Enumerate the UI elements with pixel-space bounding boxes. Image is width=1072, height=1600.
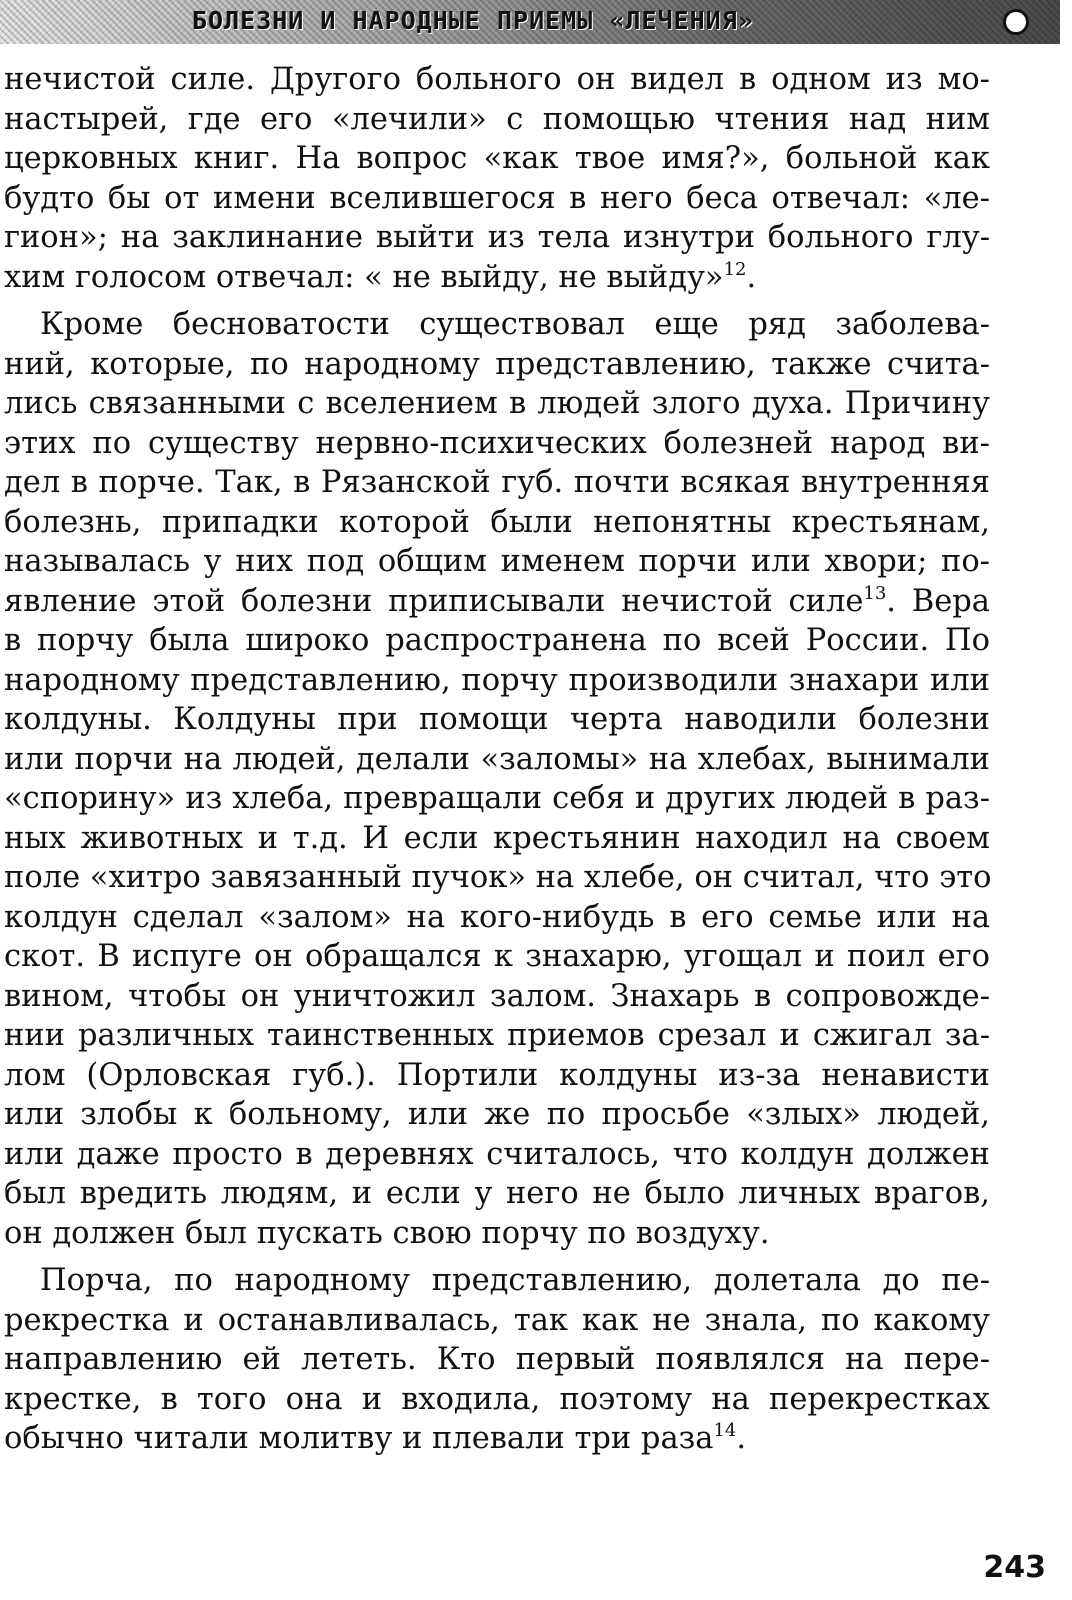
text-line [4,582,990,622]
text-line: церковных книг. На вопрос «как твое имя?», больной как [4,141,990,176]
text-line: вином, чтобы он уничтожил залом. Знахарь в сопровожде- [4,978,990,1014]
text-line: Порча, по народному представлению, долетала до пе- [40,1263,990,1298]
running-header [0,0,1060,44]
text-line-content: явление этой болезни приписывали нечистой силе [4,583,864,619]
line-end-punctuation: . [746,259,757,295]
running-header-title: БОЛЕЗНИ И НАРОДНЫЕ ПРИЕМЫ «ЛЕЧЕНИЯ» [192,6,754,35]
text-line: лись связанными с вселением в людей злого духа. Причину [4,386,990,421]
text-line: нечистой силе. Другого больного он видел в одном из мо- [4,62,990,97]
text-line: рекрестка и останавливалась, так как не знала, по какому [4,1302,990,1338]
text-line-content: обычно читали молитву и плевали три раза [4,1421,714,1456]
text-line: болезнь, припадки которой были непонятны крестьянам, [4,504,990,540]
text-line: нии различных таинственных приемов срезал и сжигал за- [4,1018,990,1053]
text-line [4,1419,990,1459]
text-line: Кроме бесноватости существовал еще ряд заболева- [40,307,990,342]
body-text [4,60,990,1459]
page-number: 243 [983,1550,1046,1585]
text-line: колдун сделал «залом» на кого-нибудь в его семье или на [4,899,990,935]
text-line: «спорину» из хлеба, превращали себя и других людей в раз- [4,781,990,816]
text-line: дел в порче. Так, в Рязанской губ. почти всякая внутренняя [4,465,990,500]
text-line-content: хим голосом отвечал: « не выйду, не выйду» [4,259,724,295]
text-line: этих по существу нервно-психических болезней народ ви- [4,425,990,461]
text-line: будто бы от имени вселившегося в него беса отвечал: «ле- [4,180,990,216]
text-line: скот. В испуге он обращался к знахарю, угощал и поил его [4,939,990,974]
text-line: настырей, где его «лечили» с помощью чтения над ним [4,101,990,137]
footnote-marker: 12 [723,258,747,280]
footnote-marker: 14 [713,1420,737,1441]
text-line: колдуны. Колдуны при помощи черта наводили болезни [4,702,990,737]
paragraph-3 [4,1261,990,1459]
text-line: называлась у них под общим именем порчи или хвори; по- [4,544,990,579]
text-line: он должен был пускать свою порчу по воздуху. [4,1215,770,1251]
text-line: был вредить людям, и если у него не было личных врагов, [4,1176,990,1211]
line-end-punctuation: . [736,1421,747,1456]
text-line: крестке, в того она и входила, поэтому на перекрестках [4,1381,990,1417]
paragraph-2 [4,305,990,1253]
text-line: народному представлению, порчу производили знахари или [4,662,990,698]
text-line: лом (Орловская губ.). Портили колдуны из-за ненависти [4,1057,990,1093]
paragraph-1 [4,60,990,297]
text-line: или злобы к больному, или же по просьбе «злых» людей, [4,1097,990,1132]
header-circle-icon [1003,9,1029,35]
text-line: направлению ей лететь. Кто первый появлялся на пере- [4,1342,990,1377]
text-line: поле «хитро завязанный пучок» на хлебе, он считал, что это [4,860,992,895]
text-line: в порчу была широко распространена по всей России. По [4,623,990,658]
text-line: ных животных и т.д. И если крестьянин находил на своем [4,820,990,856]
text-line: ний, которые, по народному представлению, также счита- [4,346,990,382]
text-line [4,258,990,298]
text-line: или даже просто в деревнях считалось, что колдун должен [4,1136,990,1172]
footnote-marker: 13 [863,582,887,604]
text-line: гион»; на заклинание выйти из тела изнутри больного глу- [4,220,990,255]
text-line-continuation: . Вера [886,583,990,619]
text-line: или порчи на людей, делали «заломы» на хлебах, вынимали [4,741,990,777]
